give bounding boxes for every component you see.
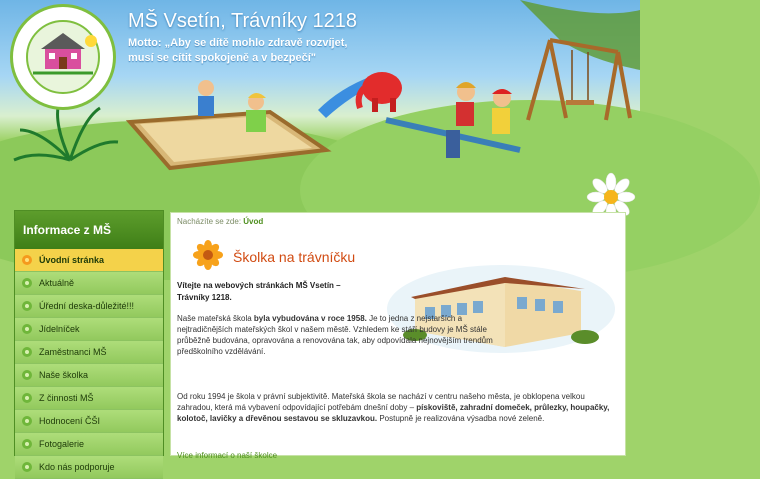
sidebar-item-label: Hodnocení ČŠI xyxy=(39,416,101,426)
breadcrumb-prefix: Nacházíte se zde: xyxy=(177,217,242,226)
p2-text-b: pískoviště, zahradní domeček, průlezky, houpačky, kolotoč, lavičky a dřevěnou sestavou se skluzavkou. xyxy=(177,403,610,423)
p2-text-c: Postupně je realizována výsadba nové zeleně. xyxy=(377,414,545,423)
sidebar-title: Informace z MŠ xyxy=(15,211,163,249)
sidebar-item-z-cinnosti[interactable] xyxy=(15,387,163,410)
flower-bullet-icon xyxy=(21,323,33,335)
sidebar-item-label: Fotogalerie xyxy=(39,439,85,449)
paragraph-garden xyxy=(177,391,617,424)
page-title: Školka na trávníčku xyxy=(233,249,356,265)
sidebar-item-aktualne[interactable] xyxy=(15,272,163,295)
p1-text-a: Naše mateřská škola xyxy=(177,314,254,323)
motto xyxy=(128,36,368,66)
site-title: MŠ Vsetín, Trávníky 1218 xyxy=(128,10,357,32)
school-logo[interactable] xyxy=(10,4,116,110)
sidebar-item-zamestnanci[interactable] xyxy=(15,341,163,364)
sidebar-item-label: Naše školka xyxy=(39,370,89,380)
flower-bullet-icon xyxy=(21,415,33,427)
sidebar-item-uvodni-stranka[interactable] xyxy=(15,249,163,272)
sidebar-item-jidelnicek[interactable] xyxy=(15,318,163,341)
flower-bullet-icon xyxy=(21,392,33,404)
flower-bullet-icon xyxy=(21,438,33,450)
sidebar-item-label: Úřední deska-důležité!!! xyxy=(39,301,135,311)
sidebar-item-hodnoceni-csi[interactable] xyxy=(15,410,163,433)
flower-bullet-icon xyxy=(21,254,33,266)
sidebar-item-nase-skolka[interactable] xyxy=(15,364,163,387)
sidebar-item-label: Zaměstnanci MŠ xyxy=(39,347,107,357)
flower-bullet-icon xyxy=(21,277,33,289)
paragraph-history xyxy=(177,313,497,357)
sidebar-item-label: Z činnosti MŠ xyxy=(39,393,94,403)
flower-bullet-icon xyxy=(21,461,33,473)
sidebar-item-fotogalerie[interactable] xyxy=(15,433,163,456)
p1-text-c: Je to jedna z nejstarších a nejtradičnějších mateřských škol v našem městě. Vzhledem ke stáří budovy je MŠ stále průběžně budována, opravována a renovována tak, aby odpovídala nejnovějším trendům předškolního vzdělávání. xyxy=(177,314,493,356)
sidebar-item-label: Aktuálně xyxy=(39,278,75,288)
breadcrumb xyxy=(177,217,263,226)
header-banner xyxy=(0,0,640,200)
breadcrumb-current[interactable]: Úvod xyxy=(243,217,264,226)
flower-bullet-icon xyxy=(21,300,33,312)
main-content xyxy=(170,212,626,460)
sidebar-menu xyxy=(14,210,164,472)
sidebar-item-label: Jídelníček xyxy=(39,324,80,334)
sidebar-item-label: Úvodní stránka xyxy=(39,255,105,265)
flower-bullet-icon xyxy=(21,369,33,381)
sidebar-item-uredni-deska[interactable] xyxy=(15,295,163,318)
flower-icon xyxy=(193,240,223,270)
sidebar-item-label: Kdo nás podporuje xyxy=(39,462,115,472)
more-info-link[interactable]: Více informací o naší školce xyxy=(177,451,278,460)
p2-text-a: Od roku 1994 je škola v právní subjektivitě. Mateřská škola se nachází v centru našeho města, je obklopena velkou zahradou, která má vybavení odpovídající potřebám dnešní doby – xyxy=(177,392,585,412)
motto-line-1: Motto: „Aby se dítě mohlo zdravě rozvíjet, xyxy=(128,37,348,49)
flower-bullet-icon xyxy=(21,346,33,358)
motto-line-2: musí se cítit spokojeně a v bezpečí" xyxy=(128,52,317,64)
intro-text: Vítejte na webových stránkách MŠ Vsetín – Trávníky 1218. xyxy=(177,281,341,302)
sidebar-item-kdo-nas-podporuje[interactable] xyxy=(15,456,163,479)
p1-text-b: byla vybudována v roce 1958. xyxy=(253,314,367,323)
